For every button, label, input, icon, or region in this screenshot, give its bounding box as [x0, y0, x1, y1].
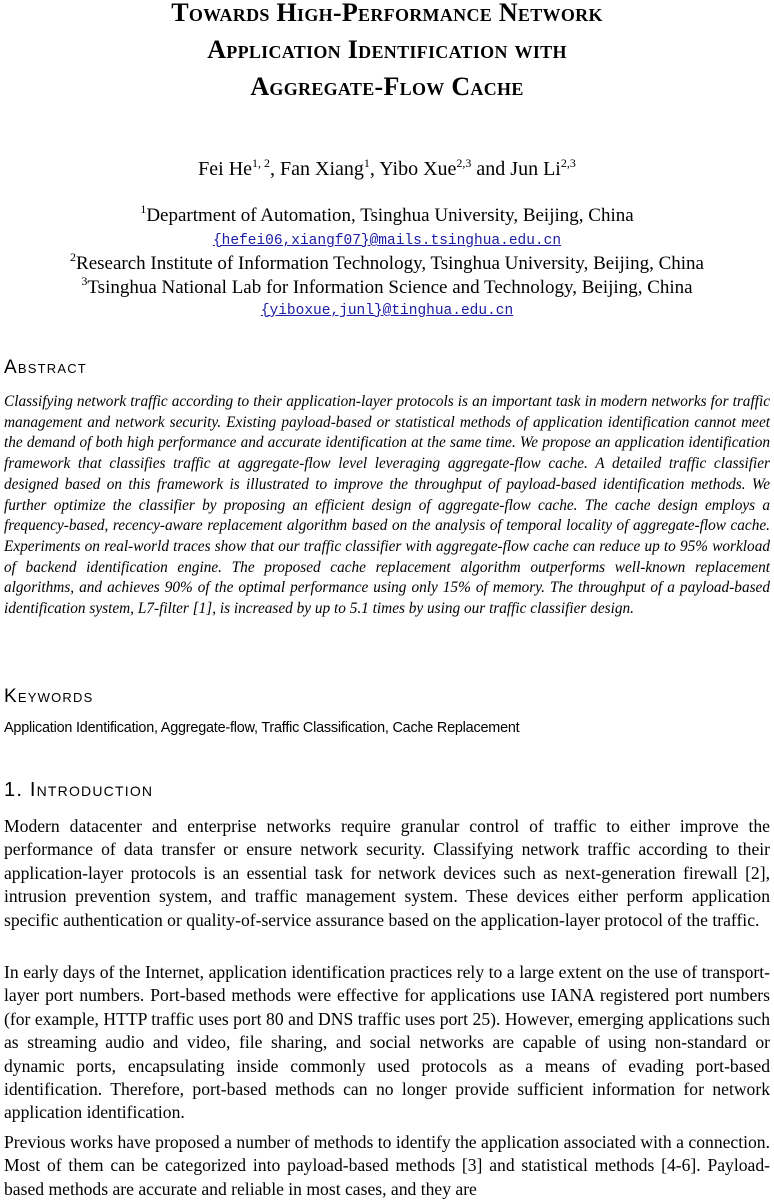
- intro-paragraph-2: In early days of the Internet, application identification practices rely to a large extent on the use of transport-layer port numbers. Port-based methods were effective for applications use IANA registered port numbers (for example, HTTP traffic uses port 80 and DNS traffic uses port 25). However, emerging applications such as streaming audio and video, file sharing, and social networks are capable of using non-standard or dynamic ports, encapsulating inside commonly used protocols as a means of evading port-based identification. Therefore, port-based methods can no longer provide sufficient information for network application identification.: [4, 962, 770, 1123]
- intro-paragraph-1: Modern datacenter and enterprise networks require granular control of traffic to either improve the performance of data transfer or ensure network security. Classifying network traffic according to their application-layer protocols is an essential task for network devices such as next-generation firewall [2], intrusion prevention system, and traffic management system. These devices either perform application specific authentication or quality-of-service assurance based on the application-layer protocol of the traffic.: [4, 816, 770, 930]
- author-affil-mark: 2,3: [456, 156, 472, 170]
- author-separator: ,: [369, 158, 380, 180]
- author-list: [0, 156, 774, 182]
- abstract-heading: Abstract: [4, 357, 87, 378]
- title-line-2: Application Identification with: [207, 35, 567, 64]
- author-name: Fei He: [198, 158, 253, 180]
- keywords-text: Application Identification, Aggregate-flow, Traffic Classification, Cache Replacement: [4, 720, 520, 736]
- author-name: Jun Li: [510, 158, 561, 180]
- author-name: Fan Xiang: [280, 158, 364, 180]
- author-name: Yibo Xue: [379, 158, 457, 180]
- affiliation-text: Department of Automation, Tsinghua University, Beijing, China: [146, 205, 634, 226]
- author-conjunction: and: [471, 158, 511, 180]
- affiliation-3: [0, 276, 774, 300]
- introduction-heading: 1. Introduction: [4, 779, 154, 801]
- author-affil-mark: 1, 2: [252, 156, 271, 170]
- title-line-1: Towards High-Performance Network: [171, 0, 603, 27]
- email-link-1[interactable]: {hefei06,xiangf07}@mails.tsinghua.edu.cn: [212, 233, 562, 249]
- author-affil-mark: 1: [363, 156, 370, 170]
- author-affil-mark: 2,3: [560, 156, 576, 170]
- email-link-2[interactable]: {yiboxue,junl}@tinghua.edu.cn: [260, 303, 514, 319]
- affiliation-text: Tsinghua National Lab for Information Science and Technology, Beijing, China: [87, 277, 693, 298]
- affiliation-2: [0, 252, 774, 276]
- intro-paragraph-3: Previous works have proposed a number of methods to identify the application associated with a connection. Most of them can be categorized into payload-based methods [3] and statistical methods [4-6]. Payload-based methods are accurate and reliable in most cases, and they are: [4, 1132, 770, 1199]
- affiliation-mark: 1: [140, 202, 147, 216]
- affiliation-mark: 3: [81, 274, 88, 288]
- author-separator: ,: [270, 158, 281, 180]
- paper-title: [0, 0, 774, 105]
- affiliation-mark: 2: [70, 250, 77, 264]
- affiliation-1: [0, 204, 774, 228]
- affiliation-text: Research Institute of Information Technology, Tsinghua University, Beijing, China: [76, 253, 704, 274]
- keywords-heading: Keywords: [4, 686, 94, 707]
- title-line-3: Aggregate-Flow Cache: [250, 72, 524, 101]
- abstract-text: Classifying network traffic according to their application-layer protocols is an important task in modern networks for traffic management and network security. Existing payload-based or statistical methods of application identification cannot meet the demand of both high performance and accurate identification at the same time. We propose an application identification framework that classifies traffic at aggregate-flow level leveraging aggregate-flow cache. A detailed traffic classifier designed based on this framework is illustrated to improve the throughput of payload-based identification methods. We further optimize the classifier by proposing an efficient design of aggregate-flow cache. The cache design employs a frequency-based, recency-aware replacement algorithm based on the analysis of temporal locality of aggregate-flow cache. Experiments on real-world traces show that our traffic classifier with aggregate-flow cache can reduce up to 95% workload of backend identification engine. The proposed cache replacement algorithm outperforms well-known replacement algorithms, and achieves 90% of the optimal performance using only 15% of memory. The throughput of a payload-based identification system, L7-filter [1], is increased by up to 5.1 times by using our traffic classifier design.: [4, 393, 770, 618]
